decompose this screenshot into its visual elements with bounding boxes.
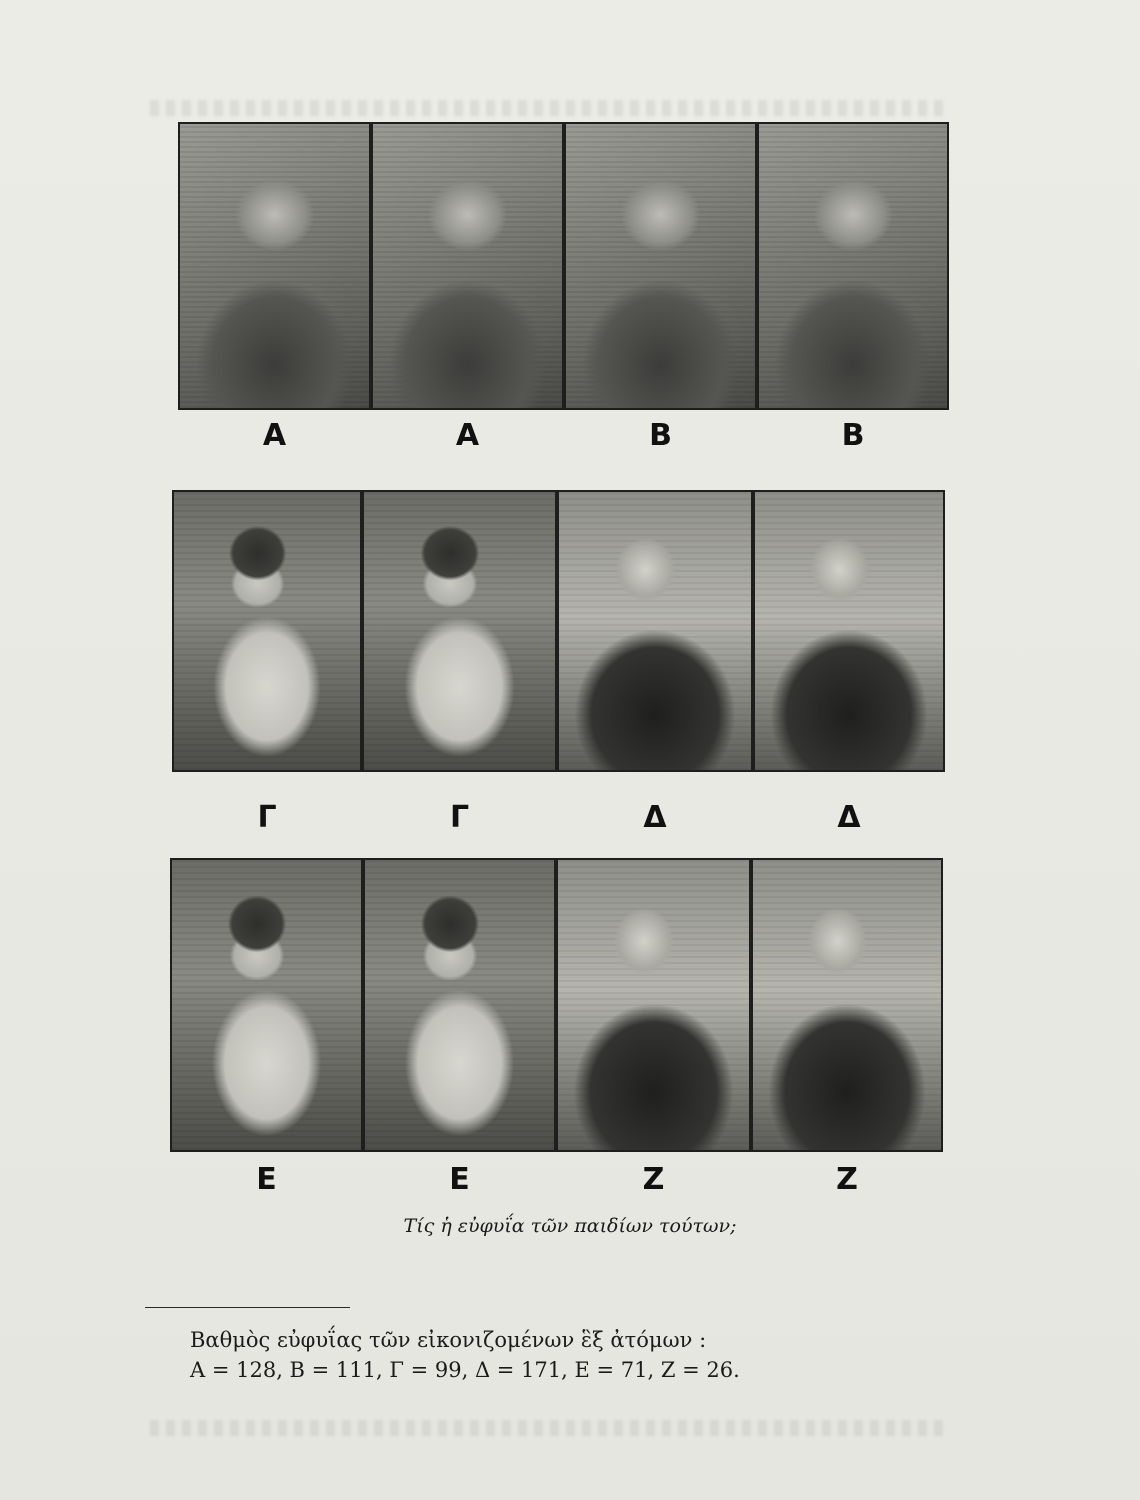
footnote-line-1: Βαθμὸς εὐφυΐας τῶν εἰκονιζομένων ἓξ ἀτόμων : bbox=[190, 1328, 707, 1352]
show-through-text bbox=[150, 100, 950, 116]
label-a-1: Α bbox=[262, 418, 287, 453]
photo-child-d-1 bbox=[557, 490, 753, 772]
label-d-2: Δ bbox=[837, 800, 861, 835]
photo-child-a-1 bbox=[178, 122, 371, 410]
photo-child-d-2 bbox=[753, 490, 945, 772]
photo-row-2 bbox=[172, 490, 945, 772]
label-z-2: Ζ bbox=[836, 1162, 858, 1197]
photo-child-b-2 bbox=[757, 122, 949, 410]
photo-child-e-1 bbox=[170, 858, 363, 1152]
label-e-2: Ε bbox=[449, 1162, 470, 1197]
show-through-text-bottom bbox=[150, 1420, 950, 1436]
figure-caption: Τίς ἡ εὐφυΐα τῶν παιδίων τούτων; bbox=[403, 1215, 737, 1237]
label-row-1 bbox=[178, 418, 949, 453]
footnote-rule bbox=[145, 1307, 350, 1308]
label-g-1: Γ bbox=[257, 800, 277, 835]
label-d-1: Δ bbox=[643, 800, 667, 835]
photo-child-g-1 bbox=[172, 490, 362, 772]
photo-child-b-1 bbox=[564, 122, 757, 410]
photo-child-z-2 bbox=[751, 858, 943, 1152]
footnote-line-2: Α = 128, Β = 111, Γ = 99, Δ = 171, Ε = 71, Ζ = 26. bbox=[190, 1358, 740, 1382]
photo-child-a-2 bbox=[371, 122, 564, 410]
label-b-1: Β bbox=[649, 418, 672, 453]
label-g-2: Γ bbox=[449, 800, 470, 835]
label-e-1: Ε bbox=[256, 1162, 277, 1197]
label-z-1: Ζ bbox=[642, 1162, 665, 1197]
label-a-2: Α bbox=[455, 418, 480, 453]
photo-child-z-1 bbox=[556, 858, 751, 1152]
label-row-3 bbox=[170, 1162, 943, 1197]
photo-row-3 bbox=[170, 858, 943, 1152]
label-row-2 bbox=[172, 800, 945, 835]
photo-child-e-2 bbox=[363, 858, 556, 1152]
label-b-2: Β bbox=[841, 418, 865, 453]
photo-row-1 bbox=[178, 122, 949, 410]
photo-child-g-2 bbox=[362, 490, 557, 772]
